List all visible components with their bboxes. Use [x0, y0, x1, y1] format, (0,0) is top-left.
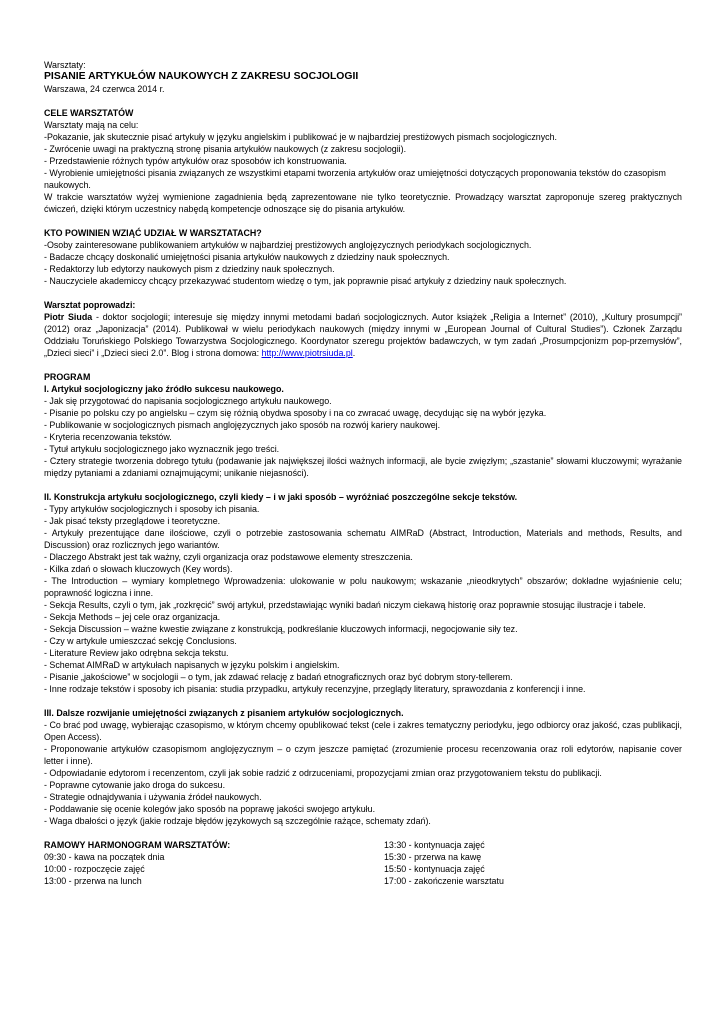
program-section-title: III. Dalsze rozwijanie umiejętności związanych z pisaniem artykułów socjologicznych. — [44, 708, 404, 718]
program-item: - Odpowiadanie edytorom i recenzentom, czyli jak sobie radzić z odrzuceniami, propozycjami zmian oraz przygotowaniem tekstu do publikacji. — [44, 768, 602, 778]
program-item: - Waga dbałości o język (jakie rodzaje błędów językowych są szczególnie rażące, schematy zdań). — [44, 816, 431, 826]
program-item: - Pisanie „jakościowe” w socjologii – o tym, jak zdawać relację z badań etnograficznych oraz być dobrym story-tellerem. — [44, 672, 513, 682]
audience-item: - Nauczyciele akademiccy chcący przekazywać studentom wiedzę o tym, jak poprawnie pisać artykuły z dziedziny nauk społecznych. — [44, 276, 567, 286]
schedule-right-column — [384, 839, 684, 887]
goals-item: -Pokazanie, jak skutecznie pisać artykuły w języku angielskim i publikować je w najbardziej prestiżowych pismach socjologicznych. — [44, 132, 557, 142]
schedule — [44, 839, 682, 899]
program-item: - Sekcja Results, czyli o tym, jak „rozkręcić” swój artykuł, przedstawiając wyniki badań niczym ciekawą historię oraz poprawnie stosując ilustracje i tabele. — [44, 600, 646, 610]
schedule-item: 13:30 - kontynuacja zajęć — [384, 840, 485, 850]
program-item: - The Introduction – wymiary kompletnego Wprowadzenia: ulokowanie w polu naukowym; wskazanie „nieodkrytych” obszarów; dokładne wyjaśnienie celu; poprawność logiczna i inne. — [44, 576, 682, 598]
trainer-heading: Warsztat poprowadzi: — [44, 300, 136, 310]
program-item: - Artykuły prezentujące dane ilościowe, czyli o potrzebie zastosowania schematu AIMRaD (Abstract, Introduction, Materials and methods, Results, and Discussion) oraz rozlicznych jego wariantów. — [44, 528, 682, 550]
pre-title: Warsztaty: — [44, 60, 86, 70]
schedule-item: 15:30 - przerwa na kawę — [384, 852, 482, 862]
program-item: - Kilka zdań o słowach kluczowych (Key words). — [44, 564, 233, 574]
trainer-bio-end: . — [352, 348, 356, 358]
place-date: Warszawa, 24 czerwca 2014 r. — [44, 84, 165, 94]
program-item: - Typy artykułów socjologicznych i sposoby ich pisania. — [44, 504, 260, 514]
goals-intro: Warsztaty mają na celu: — [44, 120, 139, 130]
program-item: - Sekcja Discussion – ważne kwestie związane z konstrukcją, podkreślanie kluczowych informacji, negocjowanie siły tez. — [44, 624, 518, 634]
schedule-left-column — [44, 839, 364, 887]
program-section-title: II. Konstrukcja artykułu socjologicznego, czyli kiedy – i w jaki sposób – wyróżniać poszczególne sekcje tekstów. — [44, 492, 518, 502]
program-heading: PROGRAM — [44, 372, 91, 382]
schedule-item: 13:00 - przerwa na lunch — [44, 876, 142, 886]
program-item: - Pisanie po polsku czy po angielsku – czym się różnią obydwa sposoby i na co zwracać uwagę, decydując się na wybór języka. — [44, 408, 547, 418]
audience-heading: KTO POWINIEN WZIĄĆ UDZIAŁ W WARSZTATACH? — [44, 228, 262, 238]
trainer-name: Piotr Siuda — [44, 312, 93, 322]
schedule-item: 17:00 - zakończenie warsztatu — [384, 876, 504, 886]
audience-item: -Osoby zainteresowane publikowaniem artykułów w najbardziej prestiżowych anglojęzycznych periodykach socjologicznych. — [44, 240, 532, 250]
program-item: - Publikowanie w socjologicznych pismach anglojęzycznych jako sposób na rozwój kariery naukowej. — [44, 420, 441, 430]
program-item: - Schemat AIMRaD w artykułach napisanych w języku polskim i angielskim. — [44, 660, 340, 670]
program-item: - Jak pisać teksty przeglądowe i teoretyczne. — [44, 516, 221, 526]
program-item: - Poddawanie się ocenie kolegów jako sposób na poprawę jakości swojego artykułu. — [44, 804, 376, 814]
goals-item: - Przedstawienie różnych typów artykułów oraz sposobów ich konstruowania. — [44, 156, 347, 166]
document-title: PISANIE ARTYKUŁÓW NAUKOWYCH Z ZAKRESU SOCJOLOGII — [44, 71, 359, 82]
program-item: - Co brać pod uwagę, wybierając czasopismo, w którym chcemy opublikować tekst (cele i zakres tematyczny periodyku, jego odbiorcy oraz jakość, czas publikacji, Open Access). — [44, 720, 682, 742]
audience-item: - Redaktorzy lub edytorzy naukowych pism z dziedziny nauk społecznych. — [44, 264, 335, 274]
program-item: - Sekcja Methods – jej cele oraz organizacja. — [44, 612, 221, 622]
program-item: - Tytuł artykułu socjologicznego jako wyznacznik jego treści. — [44, 444, 280, 454]
goals-item: - Zwrócenie uwagi na praktyczną stronę pisania artykułów naukowych (z zakresu socjologii). — [44, 144, 407, 154]
schedule-item: 09:30 - kawa na początek dnia — [44, 852, 165, 862]
program-section-title: I. Artykuł socjologiczny jako źródło sukcesu naukowego. — [44, 384, 284, 394]
trainer-bio: - doktor socjologii; interesuje się między innymi metodami badań socjologicznych. Autor książek „Religia a Internet” (2010), „Kultury prosumpcji” (2012) oraz „Japonizacja” (2014). Publikował w wielu periodykach naukowych (między innymi w „European Journal of Cultural Studies”). Członek Zarządu Oddziału Toruńskiego Polskiego Towarzystwa Socjologicznego. Koordynator szeregu projektów badawczych, w tym zadań „Prosumpcjonizm pop-przemysłów”, „Dzieci sieci” i „Dzieci sieci 2.0”. Blog i strona domowa: — [44, 312, 682, 358]
schedule-item: 10:00 - rozpoczęcie zajęć — [44, 864, 145, 874]
program-item: - Poprawne cytowanie jako droga do sukcesu. — [44, 780, 226, 790]
schedule-heading: RAMOWY HARMONOGRAM WARSZTATÓW: — [44, 840, 231, 850]
program-item: - Dlaczego Abstrakt jest tak ważny, czyli organizacja oraz podstawowe elementy streszczenia. — [44, 552, 413, 562]
homepage-link[interactable]: http://www.piotrsiuda.pl — [261, 348, 353, 358]
program-item: - Kryteria recenzowania tekstów. — [44, 432, 172, 442]
program-item: - Strategie odnajdywania i używania źródeł naukowych. — [44, 792, 262, 802]
program-item: - Czy w artykule umieszczać sekcję Conclusions. — [44, 636, 237, 646]
program-item: - Literature Review jako odrębna sekcja tekstu. — [44, 648, 229, 658]
program-item: - Inne rodzaje tekstów i sposoby ich pisania: studia przypadku, artykuły recenzyjne, przeglądy literatury, sprawozdania z konferencji i inne. — [44, 684, 586, 694]
goals-summary: W trakcie warsztatów wyżej wymienione zagadnienia będą zaprezentowane nie tylko teoretycznie. Prowadzący warsztat zaproponuje szereg praktycznych ćwiczeń, dzięki którym uczestnicy nabędą kompetencje odnoszące się do pisania artykułów. — [44, 192, 682, 214]
program-item: - Proponowanie artykułów czasopismom anglojęzycznym – o czym jeszcze pamiętać (zrozumienie procesu recenzowania oraz roli edytorów, napisanie cover letter i inne). — [44, 744, 682, 766]
program-item: - Cztery strategie tworzenia dobrego tytułu (podawanie jak największej ilości ważnych informacji, ale bycie zwięzłym; „szastanie” słowami kluczowymi; wyrażanie między pytaniami a zdaniami oznajmującymi; unikanie niejasności). — [44, 456, 682, 478]
audience-item: - Badacze chcący doskonalić umiejętności pisania artykułów naukowych z dziedziny nauk społecznych. — [44, 252, 450, 262]
program-item: - Jak się przygotować do napisania socjologicznego artykułu naukowego. — [44, 396, 332, 406]
goals-item: - Wyrobienie umiejętności pisania związanych ze wszystkimi etapami tworzenia artykułów oraz umiejętności dotyczących proponowania tekstów do czasopism naukowych. — [44, 168, 666, 190]
schedule-item: 15:50 - kontynuacja zajęć — [384, 864, 485, 874]
goals-heading: CELE WARSZTATÓW — [44, 108, 134, 118]
trainer-bio-paragraph — [44, 311, 682, 359]
document-body — [44, 59, 682, 899]
